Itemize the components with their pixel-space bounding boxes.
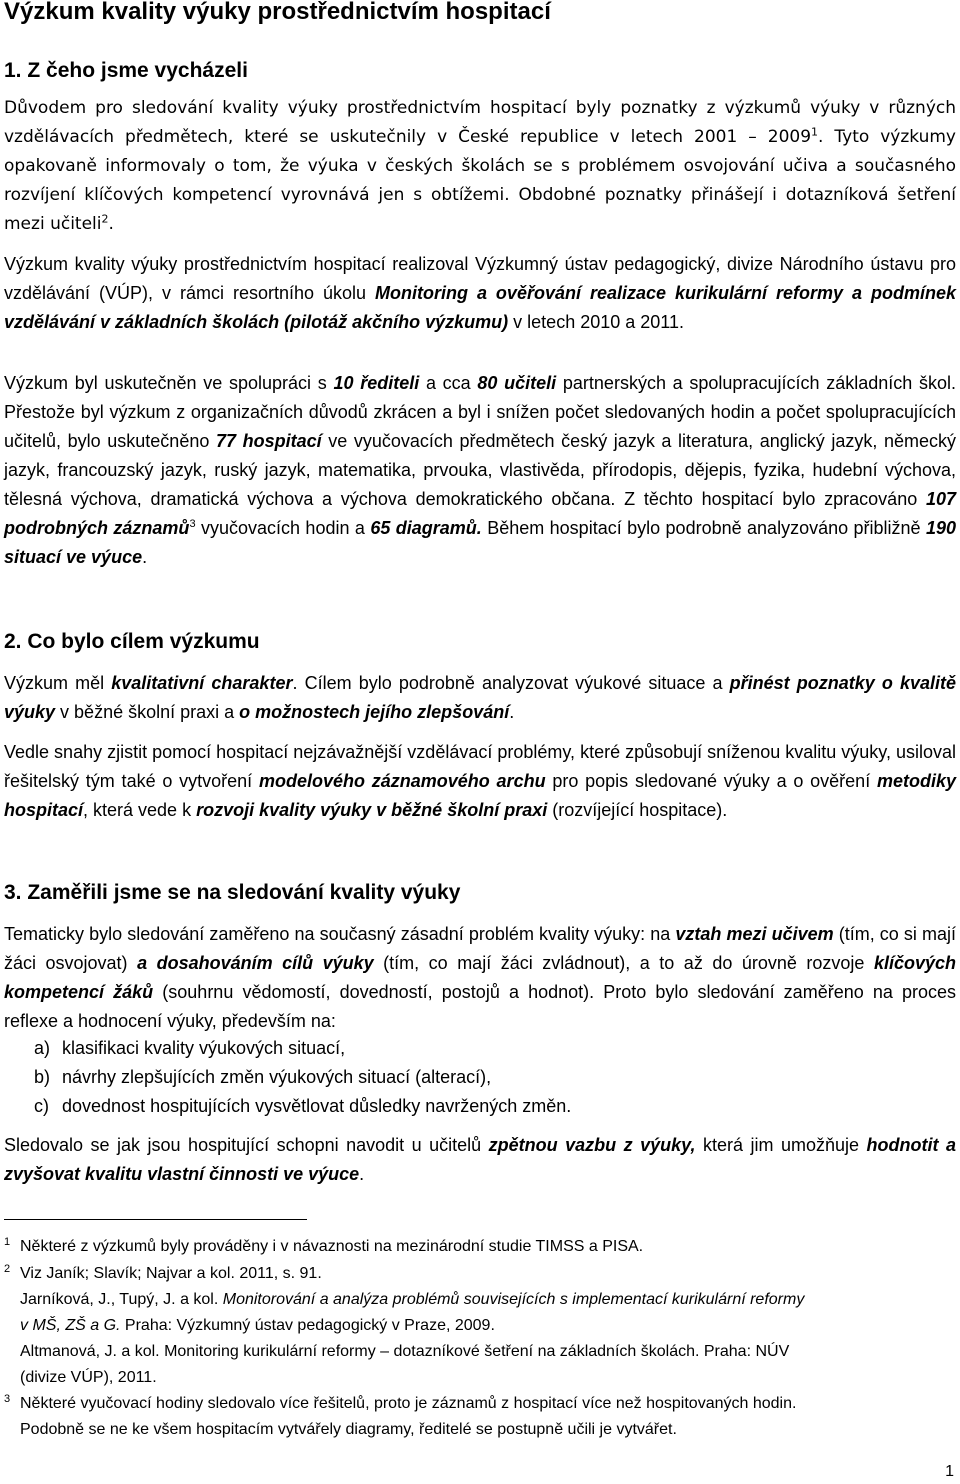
section-3-heading: 3. Zaměřili jsme se na sledování kvality výuky (4, 881, 461, 904)
footnote-divider (4, 1219, 307, 1220)
page-number: 1 (945, 1463, 954, 1480)
list-item: c) dovednost hospitujících vysvětlovat důsledky navržených změn. (34, 1096, 572, 1116)
section-1-paragraph-1: Důvodem pro sledování kvality výuky prostřednictvím hospitací byly poznatky z výzkumů výuky v různých vzdělávacích předmětech, které se uskutečnily v České republice v letech 2001 – 2009$^1$. Tyto výzkumy opakovaně informovaly o tom, že výuka v českých školách se s problémem osvojování učiva a současného rozvíjení klíčových kompetencí vyrovnává jen s obtížemi. Obdobné poznatky přinášejí i dotazníková šetření mezi učiteli$^2$. (4, 98, 956, 234)
footnote-ref-1: 1 (811, 125, 819, 139)
footnote-ref-2: 2 (101, 212, 109, 226)
section-1-paragraph-2: Výzkum kvality výuky prostřednictvím hospitací realizoval Výzkumný ústav pedagogický, divize Národního ústavu pro vzdělávání (VÚP), v rámci resortního úkolu Monitoring a ověřování realizace kurikulární reformy a podmínek vzdělávání v základních školách (pilotáž akčního výzkumu) v letech 2010 a 2011. (4, 254, 956, 332)
focus-list (34, 1034, 571, 1121)
page-title: Výzkum kvality výuky prostřednictvím hospitací (4, 0, 551, 25)
footnote-1: 1 Některé z výzkumů byly prováděny i v návaznosti na mezinárodní studie TIMSS a PISA. (4, 1236, 644, 1255)
section-2-heading: 2. Co bylo cílem výzkumu (4, 630, 260, 653)
footnote-ref-3: 3 (189, 518, 196, 530)
section-1-paragraph-3: Výzkum byl uskutečněn ve spolupráci s 10 řediteli a cca 80 učiteli partnerských a spolupracujících základních škol. Přestože byl výzkum z organizačních důvodů zkrácen a byl i snížen počet sledovaných hodin a počet spolupracujících učitelů, bylo uskutečněno 77 hospitací ve vyučovacích předmětech český jazyk a literatura, anglický jazyk, německý jazyk, francouzský jazyk, ruský jazyk, matematika, prvouka, vlastivěda, přírodopis, dějepis, fyzika, hudební výchova, tělesná výchova, dramatická výchova a výchova demokratického občana. Z těchto hospitací bylo zpracováno 107 podrobných záznamů$^3$ vyučovacích hodin a 65 diagramů. Během hospitací bylo podrobně analyzováno přibližně 190 situací ve výuce. (4, 373, 957, 567)
section-3-paragraph-1: Tematicky bylo sledování zaměřeno na současný zásadní problém kvality výuky: na vztah mezi učivem (tím, co si mají žáci osvojovat) a dosahováním cílů výuky (tím, co mají žáci zvládnout), a to až do úrovně rozvoje klíčových kompetencí žáků (souhrnu vědomostí, dovedností, postojů a hodnot). Proto bylo sledování zaměřeno na proces reflexe a hodnocení výuky, především na: (4, 924, 957, 1031)
section-2-paragraph-1: Výzkum měl kvalitativní charakter. Cílem bylo podrobně analyzovat výukové situace a přinést poznatky o kvalitě výuky v běžné školní praxi a o možnostech jejího zlepšování. (4, 673, 956, 722)
list-item: a) klasifikaci kvality výukových situací, (34, 1038, 346, 1058)
project-title: Monitoring a ověřování realizace kurikulární reformy a podmínek vzdělávání v základních školách (pilotáž akčního výzkumu) (4, 283, 956, 332)
footnote-2: 2 Viz Janík; Slavík; Najvar a kol. 2011, s. 91. Jarníková, J., Tupý, J. a kol. Monitorování a analýza problémů souvisejících s implementací kurikulární reformy v MŠ, ZŠ a G. Praha: Výzkumný ústav pedagogický v Praze, 2009. Altmanová, J. a kol. Monitoring kurikulární reformy – dotazníkové šetření na základních školách. Praha: NÚV (divize VÚP), 2011. (4, 1263, 805, 1386)
list-item: b) návrhy zlepšujících změn výukových situací (alterací), (34, 1067, 492, 1087)
section-1-heading: 1. Z čeho jsme vycházeli (4, 59, 248, 82)
section-3-paragraph-2: Sledovalo se jak jsou hospitující schopni navodit u učitelů zpětnou vazbu z výuky, která jim umožňuje hodnotit a zvyšovat kvalitu vlastní činnosti ve výuce. (4, 1135, 956, 1184)
section-2-paragraph-2: Vedle snahy zjistit pomocí hospitací nejzávažnější vzdělávací problémy, které způsobují sníženou kvalitu výuky, usiloval řešitelský tým také o vytvoření modelového záznamového archu pro popis sledované výuky a o ověření metodiky hospitací, která vede k rozvoji kvality výuky v běžné školní praxi (rozvíjející hospitace). (4, 742, 956, 820)
footnote-3: 3 Některé vyučovací hodiny sledovalo více řešitelů, proto je záznamů z hospitací více než hospitovaných hodin. Podobně se ne ke všem hospitacím vytvářely diagramy, ředitelé se postupně učili je vytvářet. (4, 1393, 797, 1438)
